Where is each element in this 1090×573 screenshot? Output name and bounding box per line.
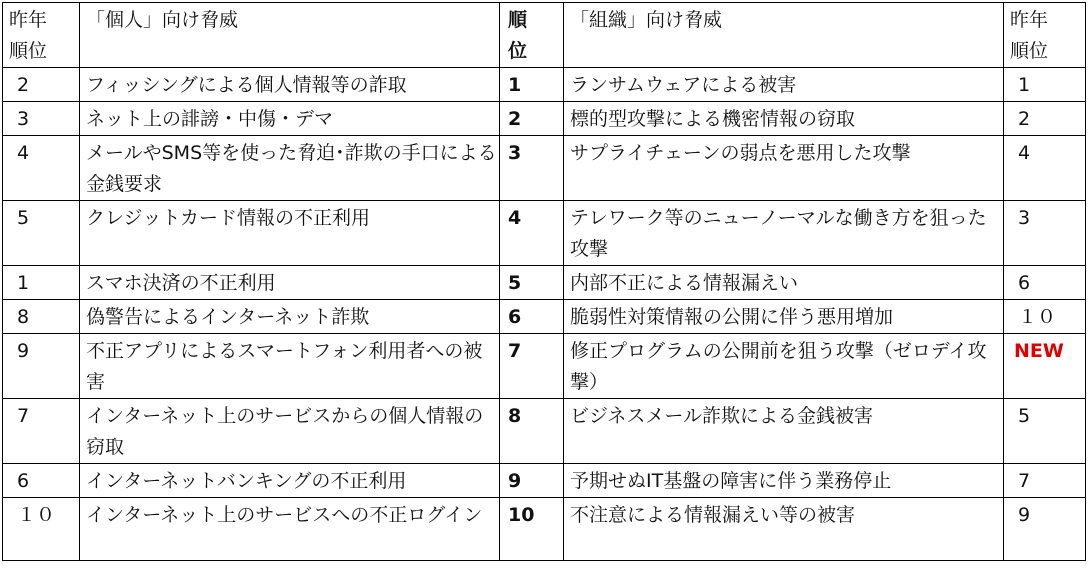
table-row (3, 136, 1086, 201)
rank-cell: 1 (500, 68, 564, 102)
organization-threat-cell: テレワーク等のニューノーマルな働き方を狙った攻撃 (564, 201, 1004, 266)
personal-threat-cell: クレジットカード情報の不正利用 (80, 201, 500, 266)
table-row (3, 498, 1086, 561)
table-row (3, 201, 1086, 266)
prev-rank-left-cell: 6 (3, 464, 80, 498)
organization-threat-cell: 予期せぬIT基盤の障害に伴う業務停止 (564, 464, 1004, 498)
organization-threat-cell: 内部不正による情報漏えい (564, 266, 1004, 300)
prev-rank-right-cell: 4 (1004, 136, 1086, 201)
prev-rank-left-cell: 5 (3, 201, 80, 266)
prev-rank-left-cell: 4 (3, 136, 80, 201)
personal-threat-cell: インターネットバンキングの不正利用 (80, 464, 500, 498)
prev-rank-left-cell: 9 (3, 334, 80, 399)
rank-cell: 2 (500, 102, 564, 136)
prev-rank-right-cell: 1 (1004, 68, 1086, 102)
organization-threat-cell: サプライチェーンの弱点を悪用した攻撃 (564, 136, 1004, 201)
organization-threat-cell: 脆弱性対策情報の公開に伴う悪用増加 (564, 300, 1004, 334)
personal-threat-cell: インターネット上のサービスからの個人情報の窃取 (80, 399, 500, 464)
prev-rank-right-cell: 3 (1004, 201, 1086, 266)
rank-cell: 4 (500, 201, 564, 266)
table-row (3, 102, 1086, 136)
personal-threat-cell: メールやSMS等を使った脅迫･詐欺の手口による金銭要求 (80, 136, 500, 201)
prev-rank-right-cell: 6 (1004, 266, 1086, 300)
personal-threat-cell: スマホ決済の不正利用 (80, 266, 500, 300)
prev-rank-left-cell: 1 (3, 266, 80, 300)
table-row (3, 300, 1086, 334)
organization-threat-cell: ランサムウェアによる被害 (564, 68, 1004, 102)
prev-rank-left-cell: １０ (3, 498, 80, 561)
organization-threat-cell: 修正プログラムの公開前を狙う攻撃（ゼロデイ攻撃） (564, 334, 1004, 399)
personal-threat-cell: インターネット上のサービスへの不正ログイン (80, 498, 500, 561)
prev-rank-right-cell: 9 (1004, 498, 1086, 561)
rank-cell: 3 (500, 136, 564, 201)
rank-cell: 7 (500, 334, 564, 399)
header-personal-threats: 「個人」向け脅威 (80, 3, 500, 68)
header-organization-threats: 「組織」向け脅威 (564, 3, 1004, 68)
threat-ranking-table (2, 2, 1086, 561)
prev-rank-left-cell: 8 (3, 300, 80, 334)
table-row (3, 334, 1086, 399)
organization-threat-cell: ビジネスメール詐欺による金銭被害 (564, 399, 1004, 464)
prev-rank-left-cell: 3 (3, 102, 80, 136)
header-row (3, 3, 1086, 68)
table-row (3, 68, 1086, 102)
organization-threat-cell: 標的型攻撃による機密情報の窃取 (564, 102, 1004, 136)
personal-threat-cell: フィッシングによる個人情報等の詐取 (80, 68, 500, 102)
rank-cell: 10 (500, 498, 564, 561)
organization-threat-cell: 不注意による情報漏えい等の被害 (564, 498, 1004, 561)
table-row (3, 399, 1086, 464)
prev-rank-left-cell: 2 (3, 68, 80, 102)
rank-cell: 5 (500, 266, 564, 300)
header-prev-rank-left: 昨年 順位 (3, 3, 80, 68)
prev-rank-right-cell: 5 (1004, 399, 1086, 464)
personal-threat-cell: 偽警告によるインターネット詐欺 (80, 300, 500, 334)
personal-threat-cell: 不正アプリによるスマートフォン利用者への被害 (80, 334, 500, 399)
prev-rank-right-cell: １０ (1004, 300, 1086, 334)
table-row (3, 266, 1086, 300)
table-row (3, 464, 1086, 498)
prev-rank-right-cell: 7 (1004, 464, 1086, 498)
rank-cell: 6 (500, 300, 564, 334)
personal-threat-cell: ネット上の誹謗・中傷・デマ (80, 102, 500, 136)
prev-rank-left-cell: 7 (3, 399, 80, 464)
rank-cell: 8 (500, 399, 564, 464)
rank-cell: 9 (500, 464, 564, 498)
prev-rank-right-cell: 2 (1004, 102, 1086, 136)
header-prev-rank-right: 昨年 順位 (1004, 3, 1086, 68)
header-rank: 順 位 (500, 3, 564, 68)
prev-rank-right-cell: NEW (1004, 334, 1086, 399)
